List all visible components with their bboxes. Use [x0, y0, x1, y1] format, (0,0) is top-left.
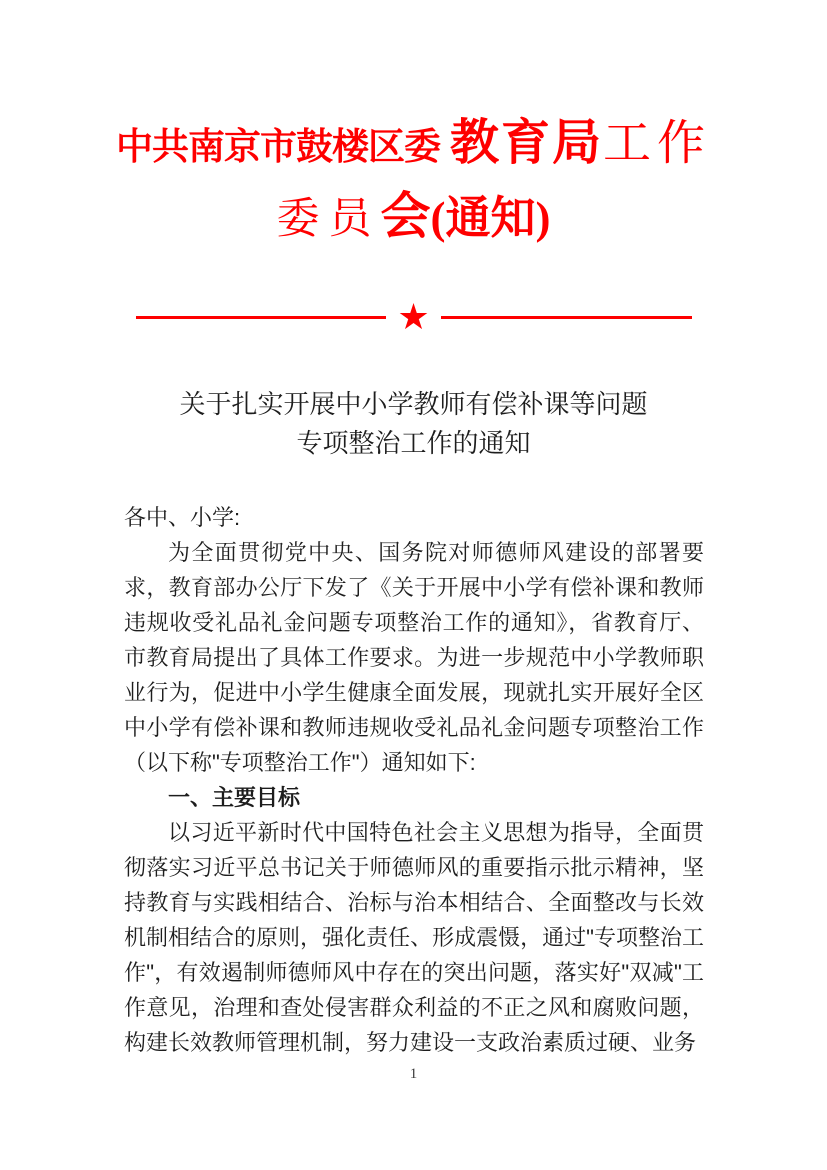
- paragraph-background: 为全面贯彻党中央、国务院对师德师风建设的部署要求，教育部办公厅下发了《关于开展中小学有偿补课和教师违规收受礼品礼金问题专项整治工作的通知》，省教育厅、市教育局提出了具体工作要求。为进一步规范中小学教师职业行为，促进中小学生健康全面发展，现就扎实开展好全区中小学有偿补课和教师违规收受礼品礼金问题专项整治工作（以下称"专项整治工作"）通知如下:: [124, 540, 704, 775]
- letterhead-line1: [0, 112, 827, 186]
- divider-rule-right: [441, 316, 692, 319]
- letterhead-weiyuan-text: 委员: [276, 196, 381, 243]
- star-icon: ★: [397, 296, 430, 337]
- page-number: 1: [409, 1066, 418, 1082]
- section-heading-main-goals: 一、主要目标: [168, 785, 301, 810]
- letterhead-bureau-text: 教育局: [449, 116, 603, 170]
- letterhead-notice-text: (通知): [430, 193, 551, 243]
- star-divider: [136, 296, 692, 337]
- letterhead-line2: [0, 186, 827, 259]
- letterhead: [0, 0, 827, 259]
- document-title: [0, 385, 827, 463]
- document-title-line1: 关于扎实开展中小学教师有偿补课等问题: [179, 389, 648, 419]
- document-body: [124, 500, 704, 1060]
- document-title-line2: 专项整治工作的通知: [296, 428, 531, 458]
- divider-rule-left: [136, 316, 387, 319]
- letterhead-work-text: 工作: [603, 117, 712, 170]
- letterhead-committee-text: 中共南京市鼓楼区委: [115, 126, 440, 167]
- paragraph-main-goals: 以习近平新时代中国特色社会主义思想为指导，全面贯彻落实习近平总书记关于师德师风的重要指示批示精神，坚持教育与实践相结合、治标与治本相结合、全面整改与长效机制相结合的原则，强化责任、形成震慑，通过"专项整治工作"，有效遏制师德师风中存在的突出问题，落实好"双减"工作意见，治理和查处侵害群众利益的不正之风和腐败问题，构建长效教师管理机制，努力建设一支政治素质过硬、业务: [124, 820, 704, 1055]
- salutation: 各中、小学:: [124, 505, 241, 530]
- letterhead-hui-text: 会: [380, 188, 431, 244]
